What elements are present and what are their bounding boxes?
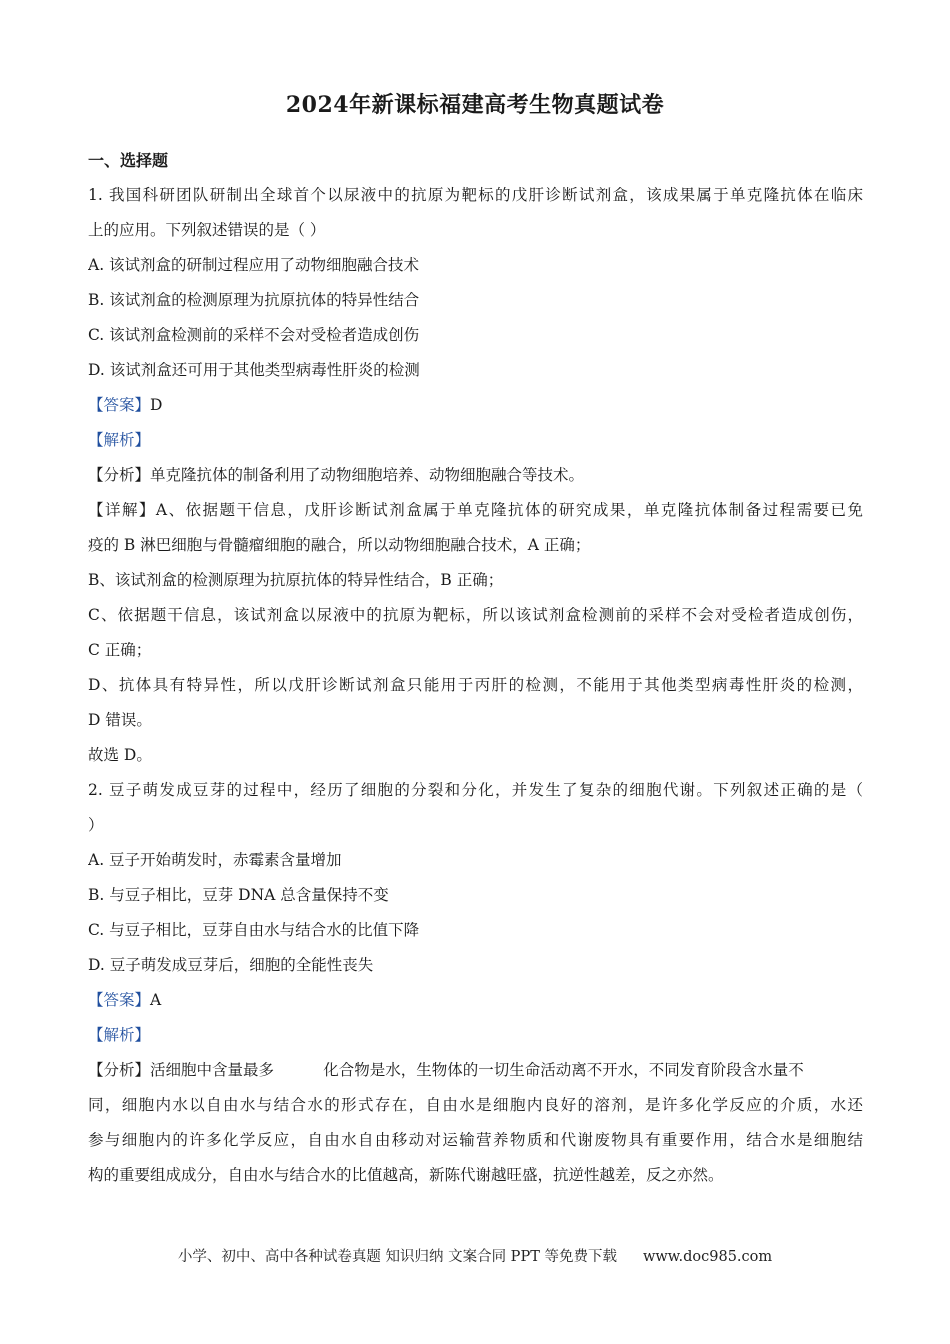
section-heading: 一、选择题 (88, 151, 169, 170)
q1-analysis-header (88, 423, 863, 458)
q1-detail-line-1 (88, 493, 863, 528)
q2-analysis-line-4: 构的重要组成成分，自由水与结合水的比值越高，新陈代谢越旺盛，抗逆性越差，反之亦然。 (88, 1166, 724, 1184)
q1-analysis-tag: 【解析】 (88, 431, 151, 449)
q2-stem-line-2: ） (88, 816, 104, 834)
q1-analysis (88, 458, 863, 493)
q2-option-d: D. 豆子萌发成豆芽后，细胞的全能性丧失 (88, 956, 374, 974)
q1-detail-line-5: C 正确； (88, 641, 152, 659)
q1-option-c: C. 该试剂盒检测前的采样不会对受检者造成创伤 (88, 326, 420, 344)
q1-detail-line-2: 疫的 B 淋巴细胞与骨髓瘤细胞的融合，所以动物细胞融合技术，A 正确； (88, 536, 591, 554)
q1-stem-line-1: 1. 我国科研团队研制出全球首个以尿液中的抗原为靶标的戊肝诊断试剂盒，该成果属于单克隆抗体在临床 (88, 186, 863, 204)
q1-analysis-text: 单克隆抗体的制备利用了动物细胞培养、动物细胞融合等技术。 (150, 466, 585, 484)
q2-option-c: C. 与豆子相比，豆芽自由水与结合水的比值下降 (88, 921, 420, 939)
q2-analysis-header (88, 1018, 863, 1053)
q1-detail-line-6: D、抗体具有特异性，所以戊肝诊断试剂盒只能用于丙肝的检测，不能用于其他类型病毒性肝炎的检测， (88, 676, 863, 694)
footer-url[interactable]: www.doc985.com (642, 1249, 773, 1265)
q2-answer-tag: 【答案】 (88, 991, 151, 1009)
q2-analysis-tag: 【解析】 (88, 1026, 151, 1044)
q1-option-b: B. 该试剂盒的检测原理为抗原抗体的特异性结合 (88, 291, 420, 309)
q1-detail-line-3: B、该试剂盒的检测原理为抗原抗体的特异性结合，B 正确； (88, 571, 504, 589)
q2-option-b: B. 与豆子相比，豆芽 DNA 总含量保持不变 (88, 886, 389, 904)
page-title: 2024年新课标福建高考生物真题试卷 (285, 92, 665, 118)
q1-stem-line-2: 上的应用。下列叙述错误的是（ ） (88, 221, 326, 239)
q2-analysis-label: 【分析】 (88, 1061, 151, 1079)
q2-analysis-line-3: 参与细胞内的许多化学反应，自由水自由移动对运输营养物质和代谢废物具有重要作用，结合水是细胞结 (88, 1131, 863, 1149)
q1-answer (88, 388, 863, 423)
q1-detail-line-4: C、依据题干信息，该试剂盒以尿液中的抗原为靶标，所以该试剂盒检测前的采样不会对受检者造成创伤， (88, 606, 863, 624)
footer-text: 小学、初中、高中各种试卷真题 知识归纳 文案合同 PPT 等免费下载 (177, 1249, 617, 1265)
q1-answer-value: D (150, 396, 163, 414)
q2-answer (88, 983, 863, 1018)
q1-detail-label: 【详解】 (88, 501, 156, 519)
q2-analysis-text-1: 活细胞中含量最多 化合物是水，生物体的一切生命活动离不开水，不同发育阶段含水量不 (150, 1061, 804, 1079)
q1-answer-tag: 【答案】 (88, 396, 151, 414)
q2-answer-value: A (150, 991, 162, 1009)
q2-analysis-line-2: 同，细胞内水以自由水与结合水的形式存在，自由水是细胞内良好的溶剂，是许多化学反应的介质，水还 (88, 1096, 863, 1114)
document-body (88, 143, 863, 1193)
q1-detail-text-1: A、依据题干信息，戊肝诊断试剂盒属于单克隆抗体的研究成果，单克隆抗体制备过程需要已免 (155, 501, 863, 519)
q1-conclusion: 故选 D。 (88, 746, 152, 764)
q1-detail-line-7: D 错误。 (88, 711, 152, 729)
q1-option-a: A. 该试剂盒的研制过程应用了动物细胞融合技术 (88, 256, 420, 274)
q1-option-d: D. 该试剂盒还可用于其他类型病毒性肝炎的检测 (88, 361, 420, 379)
q2-option-a: A. 豆子开始萌发时，赤霉素含量增加 (88, 851, 342, 869)
q2-analysis-line-1 (88, 1053, 863, 1088)
page-footer (0, 1245, 950, 1266)
q2-stem-line-1: 2. 豆子萌发成豆芽的过程中，经历了细胞的分裂和分化，并发生了复杂的细胞代谢。下列叙述正确的是（ (88, 781, 863, 799)
q1-analysis-label: 【分析】 (88, 466, 151, 484)
